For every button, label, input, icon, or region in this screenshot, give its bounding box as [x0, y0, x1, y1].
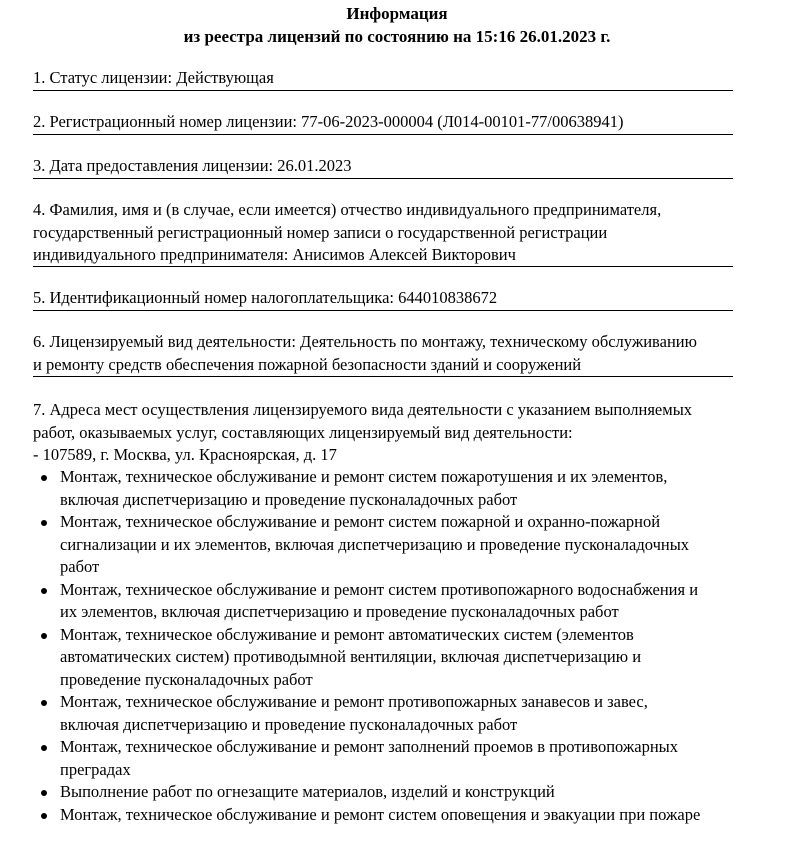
- list-item: Монтаж, техническое обслуживание и ремонт автоматических систем (элементов автоматических систем) противодымной вентиляции, включая диспетчеризацию и проведение пусконаладочных работ: [33, 624, 783, 692]
- text-line: 6. Лицензируемый вид деятельности: Деятельность по монтажу, техническому обслуживанию: [33, 332, 697, 351]
- list-item: Выполнение работ по огнезащите материалов, изделий и конструкций: [33, 781, 783, 804]
- text-line: и ремонту средств обеспечения пожарной безопасности зданий и сооружений: [33, 354, 582, 374]
- list-item: Монтаж, техническое обслуживание и ремонт систем оповещения и эвакуации при пожаре: [33, 804, 783, 827]
- field-underline: [33, 266, 733, 267]
- field-underline: [33, 178, 733, 179]
- registration-number: 2. Регистрационный номер лицензии: 77-06-2023-000004 (Л014-00101-77/00638941): [33, 112, 624, 131]
- text-line: индивидуального предпринимателя: Анисимов Алексей Викторович: [33, 245, 516, 264]
- list-item: Монтаж, техническое обслуживание и ремонт систем пожарной и охранно-пожарной сигнализации и их элементов, включая диспетчеризацию и проведение пусконаладочных работ: [33, 511, 783, 579]
- bullet-icon: [41, 588, 47, 594]
- issue-date: 3. Дата предоставления лицензии: 26.01.2023: [33, 156, 352, 175]
- field-underline: [33, 376, 733, 377]
- bullet-icon: [41, 700, 47, 706]
- license-status: 1. Статус лицензии: Действующая: [33, 68, 274, 87]
- list-item: Монтаж, техническое обслуживание и ремонт заполнений проемов в противопожарных преградах: [33, 736, 783, 781]
- bullet-icon: [41, 813, 47, 819]
- bullet-icon: [41, 475, 47, 481]
- bullet-icon: [41, 745, 47, 751]
- field-underline: [33, 134, 733, 135]
- licensed-activity: [33, 331, 773, 376]
- field-underline: [33, 90, 733, 91]
- document-title: Информация: [346, 4, 448, 23]
- text-line: 7. Адреса мест осуществления лицензируемого вида деятельности с указанием выполняемых: [33, 400, 693, 419]
- taxpayer-id: 5. Идентификационный номер налогоплательщика: 644010838672: [33, 288, 498, 307]
- text-line: работ, оказываемых услуг, составляющих лицензируемый вид деятельности:: [33, 422, 573, 442]
- bullet-icon: [41, 790, 47, 796]
- list-item: Монтаж, техническое обслуживание и ремонт систем пожаротушения и их элементов, включая диспетчеризацию и проведение пусконаладочных работ: [33, 466, 783, 511]
- entrepreneur-name: [33, 199, 773, 267]
- text-line: 4. Фамилия, имя и (в случае, если имеется) отчество индивидуального предпринимателя,: [33, 200, 662, 219]
- field-underline: [33, 310, 733, 311]
- document-subtitle: из реестра лицензий по состоянию на 15:16 26.01.2023 г.: [183, 27, 611, 46]
- address-line: - 107589, г. Москва, ул. Красноярская, д. 17: [33, 445, 337, 464]
- activity-addresses: [33, 399, 773, 467]
- bullet-icon: [41, 633, 47, 639]
- works-list: [33, 466, 783, 826]
- list-item: Монтаж, техническое обслуживание и ремонт систем противопожарного водоснабжения и их элементов, включая диспетчеризацию и проведение пусконаладочных работ: [33, 579, 783, 624]
- text-line: государственный регистрационный номер записи о государственной регистрации: [33, 222, 608, 242]
- list-item: Монтаж, техническое обслуживание и ремонт противопожарных занавесов и завес, включая диспетчеризацию и проведение пусконаладочных работ: [33, 691, 783, 736]
- bullet-icon: [41, 520, 47, 526]
